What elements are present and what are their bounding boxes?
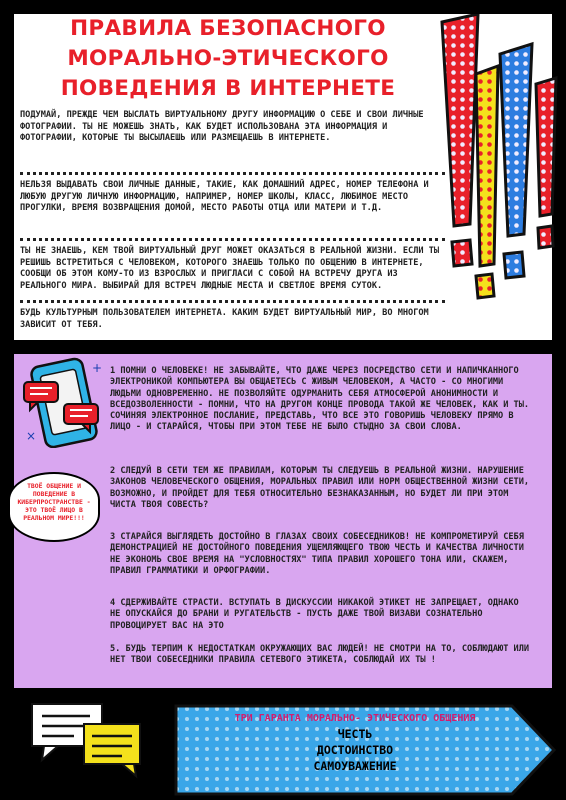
rule-2: 2 СЛЕДУЙ В СЕТИ ТЕМ ЖЕ ПРАВИЛАМ, КОТОРЫМ ТЫ СЛЕДУЕШЬ В РЕАЛЬНОЙ ЖИЗНИ. НАРУШЕНИЕ ЗАКОНОВ ЧЕЛОВЕЧЕСКОГО ОБЩЕНИЯ, МОРАЛЬНЫХ ПРАВИЛ ИЛИ НОРМ ОБЩЕСТВЕННОЙ ЖИЗНИ СЕТИ, ВОЗМОЖНО, И ПРОЙДЕТ ДЛЯ ТЕБЯ ОТНОСИТЕЛЬНО БЕЗНАКАЗАННЫМ, НО БУДЕТ ЛИ ПРИ ЭТОМ ЧИСТА ТВОЯ СОВЕСТЬ? [110, 466, 530, 510]
banner-item-self-respect: САМОУВАЖЕНИЕ [313, 759, 397, 773]
paragraph-photos: ПОДУМАЙ, ПРЕЖДЕ ЧЕМ ВЫСЛАТЬ ВИРТУАЛЬНОМУ ДРУГУ ИНФОРМАЦИЮ О СЕБЕ И СВОИ ЛИЧНЫЕ ФОТОГРАФИИ. ТЫ НЕ МОЖЕШЬ ЗНАТЬ, КАК БУДЕТ ИСПОЛЬЗОВАНА ЭТА ИНФОРМАЦИЯ И ФОТОГРАФИИ, КОТОРЫЕ ТЫ ВЫСЫЛАЕШЬ ИЛИ РАЗМЕЩАЕШЬ В ИНТЕРНЕТЕ. [20, 110, 424, 143]
paragraph-culture: БУДЬ КУЛЬТУРНЫМ ПОЛЬЗОВАТЕЛЕМ ИНТЕРНЕТА. КАКИМ БУДЕТ ВИРТУАЛЬНЫЙ МИР, ВО МНОГОМ ЗАВИСИТ ОТ ТЕБЯ. [20, 308, 429, 330]
rule-5: 5. БУДЬ ТЕРПИМ К НЕДОСТАТКАМ ОКРУЖАЮЩИХ ВАС ЛЮДЕЙ! НЕ СМОТРИ НА ТО, СОБЛЮДАЮТ ИЛИ НЕТ ТВОИ СОБЕСЕДНИКИ ПРАВИЛА СЕТЕВОГО ЭТИКЕТА, СОБЛЮДАЙ ИХ ТЫ ! [110, 644, 530, 666]
dotted-divider [20, 172, 445, 175]
dotted-divider [20, 300, 445, 303]
banner-item-honor: ЧЕСТЬ [337, 727, 373, 741]
chat-bubbles-icon [24, 700, 144, 780]
svg-text:+: + [92, 361, 103, 375]
rule-3: 3 СТАРАЙСЯ ВЫГЛЯДЕТЬ ДОСТОЙНО В ГЛАЗАХ СВОИХ СОБЕСЕДНИКОВ! НЕ КОМПРОМЕТИРУЙ СЕБЯ ДЕМОНСТРАЦИЕЙ НЕ ДОСТОЙНОГО ПОВЕДЕНИЯ УЩЕМЛЯЮЩЕГО ТВОЮ ЧЕСТЬ И КАЧЕСТВА ЛИЧНОСТИ НЕ ЭКОНОМЬ СВОЕ ВРЕМЯ НА "УСЛОВНОСТЯХ" ТИПА ПРАВИЛ ХОРОШЕГО ТОНА ИЛИ, СКАЖЕМ, ПРАВИЛ ГРАММАТИКИ И ОРФОГРАФИИ. [110, 532, 524, 576]
banner-title: ТРИ ГАРАНТА МОРАЛЬНО- ЭТИЧЕСКОГО ОБЩЕНИЯ [234, 713, 476, 724]
title-line-2: МОРАЛЬНО-ЭТИЧЕСКОГО [67, 46, 389, 71]
banner-item-dignity: ДОСТОИНСТВО [316, 743, 394, 757]
exclamation-red-small-icon [536, 78, 556, 248]
paragraph-personal-data: НЕЛЬЗЯ ВЫДАВАТЬ СВОИ ЛИЧНЫЕ ДАННЫЕ, ТАКИЕ, КАК ДОМАШНИЙ АДРЕС, НОМЕР ТЕЛЕФОНА И ЛЮБУЮ ДРУГУЮ ЛИЧНУЮ ИНФОРМАЦИЮ, НАПРИМЕР, НОМЕР ШКОЛЫ, КЛАСС, ЛЮБИМОЕ МЕСТО ПРОГУЛКИ, ВРЕМЯ ВОЗВРАЩЕНИЯ ДОМОЙ, МЕСТО РАБОТЫ ОТЦА ИЛИ МАТЕРИ И Т.Д. [20, 180, 429, 213]
phone-chat-icon [20, 356, 110, 448]
paragraph-meeting: ТЫ НЕ ЗНАЕШЬ, КЕМ ТВОЙ ВИРТУАЛЬНЫЙ ДРУГ МОЖЕТ ОКАЗАТЬСЯ В РЕАЛЬНОЙ ЖИЗНИ. ЕСЛИ ТЫ РЕШИШЬ ВСТРЕТИТЬСЯ С ЧЕЛОВЕКОМ, КОТОРОГО ЗНАЕШЬ ТОЛЬКО ПО ОБЩЕНИЮ В ИНТЕРНЕТЕ, СООБЩИ ОБ ЭТОМ КОМУ-ТО ИЗ ВЗРОСЛЫХ И ПРИГЛАСИ С СОБОЙ НА ВСТРЕЧУ ДРУГА ИЗ РЕАЛЬНОГО МИРА. ВЫБИРАЙ ДЛЯ ВСТРЕЧ ЛЮДНЫЕ МЕСТА И СВЕТЛОЕ ВРЕМЯ СУТОК. [20, 246, 440, 291]
rule-4: 4 СДЕРЖИВАЙТЕ СТРАСТИ. ВСТУПАТЬ В ДИСКУССИИ НИКАКОЙ ЭТИКЕТ НЕ ЗАПРЕЩАЕТ, ОДНАКО НЕ ОПУСКАЙСЯ ДО БРАНИ И РУГАТЕЛЬСТВ - ПУСТЬ ДАЖЕ ТВОЙ ВИЗАВИ СОЗНАТЕЛЬНО ПРОВОЦИРУЕТ ВАС НА ЭТО [110, 598, 519, 631]
exclamation-red-icon [442, 14, 478, 266]
dotted-divider [20, 238, 445, 241]
banner-text [180, 712, 530, 774]
title-line-1: ПРАВИЛА БЕЗОПАСНОГО [70, 16, 386, 41]
title-line-3: ПОВЕДЕНИЯ В ИНТЕРНЕТЕ [60, 76, 396, 101]
speech-bubble-text: ТВОЁ ОБЩЕНИЕ И ПОВЕДЕНИЕ В КИБЕРПРОСТРАНСТВЕ - ЭТО ТВОЁ ЛИЦО В РЕАЛЬНОМ МИРЕ!!! [17, 482, 91, 522]
exclamation-yellow-icon [476, 66, 498, 298]
rule-1: 1 ПОМНИ О ЧЕЛОВЕКЕ! НЕ ЗАБЫВАЙТЕ, ЧТО ДАЖЕ ЧЕРЕЗ ПОСРЕДСТВО СЕТИ И НАПИЧКАННОГО ЭЛЕКТРОНИКОЙ КОМПЬЮТЕРА ВЫ ОБЩАЕТЕСЬ С ЖИВЫМ ЧЕЛОВЕКОМ, А ЧАСТО - СО МНОГИМИ ЛЮДЬМИ ОДНОВРЕМЕННО. НЕ ПОЗВОЛЯЙТЕ ОДУРМАНИТЬ СЕБЯ АТМОСФЕРОЙ АНОНИМНОСТИ И ВСЕДОЗВОЛЕННОСТИ - ПОМНИ, ЧТО НА ДРУГОМ КОНЦЕ ПРОВОДА ТАКОЙ ЖЕ ЧЕЛОВЕК, КАК И ТЫ. СОЧИНЯЯ ЭЛЕКТРОННОЕ ПОСЛАНИЕ, ПРЕДСТАВЬ, ЧТО ВСЕ ЭТО ГОВОРИШЬ ЧЕЛОВЕКУ ПРЯМО В ЛИЦО - И СТАРАЙСЯ, ЧТОБЫ ПРИ ЭТОМ ТЕБЕ НЕ БЫЛО СТЫДНО ЗА СВОИ СЛОВА. [110, 366, 530, 433]
exclamation-marks-group [440, 14, 560, 314]
page-title [28, 14, 428, 104]
exclamation-blue-icon [500, 44, 532, 278]
svg-text:×: × [26, 429, 37, 443]
